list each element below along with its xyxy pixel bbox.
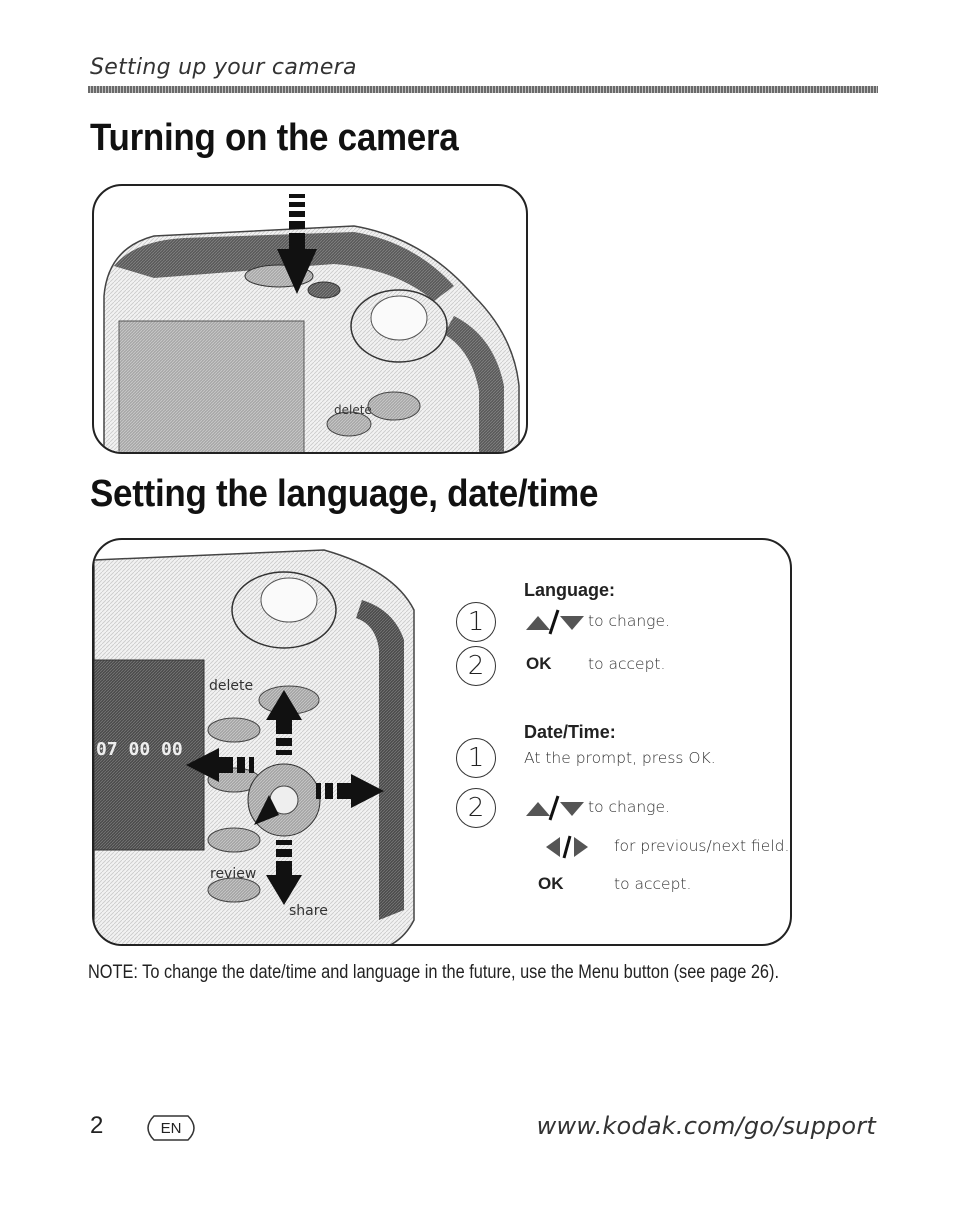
datetime-step2-number: 2	[456, 788, 496, 828]
language-ok-key: OK	[526, 654, 552, 673]
running-head: Setting up your camera	[90, 55, 357, 80]
language-step1-number: 1	[456, 602, 496, 642]
note-text: To change the date/time and language in the future, use the Menu button (see page 26).	[142, 962, 779, 983]
language-badge-icon	[140, 1114, 202, 1142]
datetime-step1-number: 1	[456, 738, 496, 778]
camera-top-illustration	[94, 186, 528, 454]
datetime-heading: Date/Time:	[524, 722, 616, 742]
lang-badge-text: EN	[160, 1120, 182, 1137]
section-title-language-datetime: Setting the language, date/time	[90, 473, 599, 515]
up-down-arrow-icon	[524, 794, 588, 822]
camera-power-figure	[92, 184, 528, 454]
language-step2-text: to accept.	[588, 655, 666, 673]
note	[88, 962, 779, 984]
support-url[interactable]: www.kodak.com/go/support	[536, 1112, 876, 1140]
language-step2-number: 2	[456, 646, 496, 686]
lcd-time-label: 07 00 00	[96, 739, 183, 760]
datetime-step2-line2: for previous/next field.	[614, 837, 790, 855]
review-label: review	[210, 866, 257, 882]
header-rule	[88, 86, 878, 93]
up-down-arrow-icon	[524, 608, 588, 636]
section-title-turning-on: Turning on the camera	[90, 117, 459, 159]
camera-back-illustration	[94, 540, 454, 946]
datetime-ok-key: OK	[538, 874, 564, 893]
delete-label: delete	[334, 403, 372, 417]
page-number: 2	[90, 1112, 104, 1139]
share-label: share	[289, 903, 328, 919]
language-datetime-figure	[92, 538, 792, 946]
language-heading: Language:	[524, 580, 616, 600]
fig2-delete-label: delete	[209, 678, 254, 694]
left-right-arrow-icon	[544, 834, 592, 860]
datetime-step1-text: At the prompt, press OK.	[524, 749, 716, 767]
datetime-step2-line3: to accept.	[614, 875, 692, 893]
datetime-step2-text: to change.	[588, 798, 670, 816]
language-step1-text: to change.	[588, 612, 670, 630]
note-label: NOTE:	[88, 962, 138, 983]
